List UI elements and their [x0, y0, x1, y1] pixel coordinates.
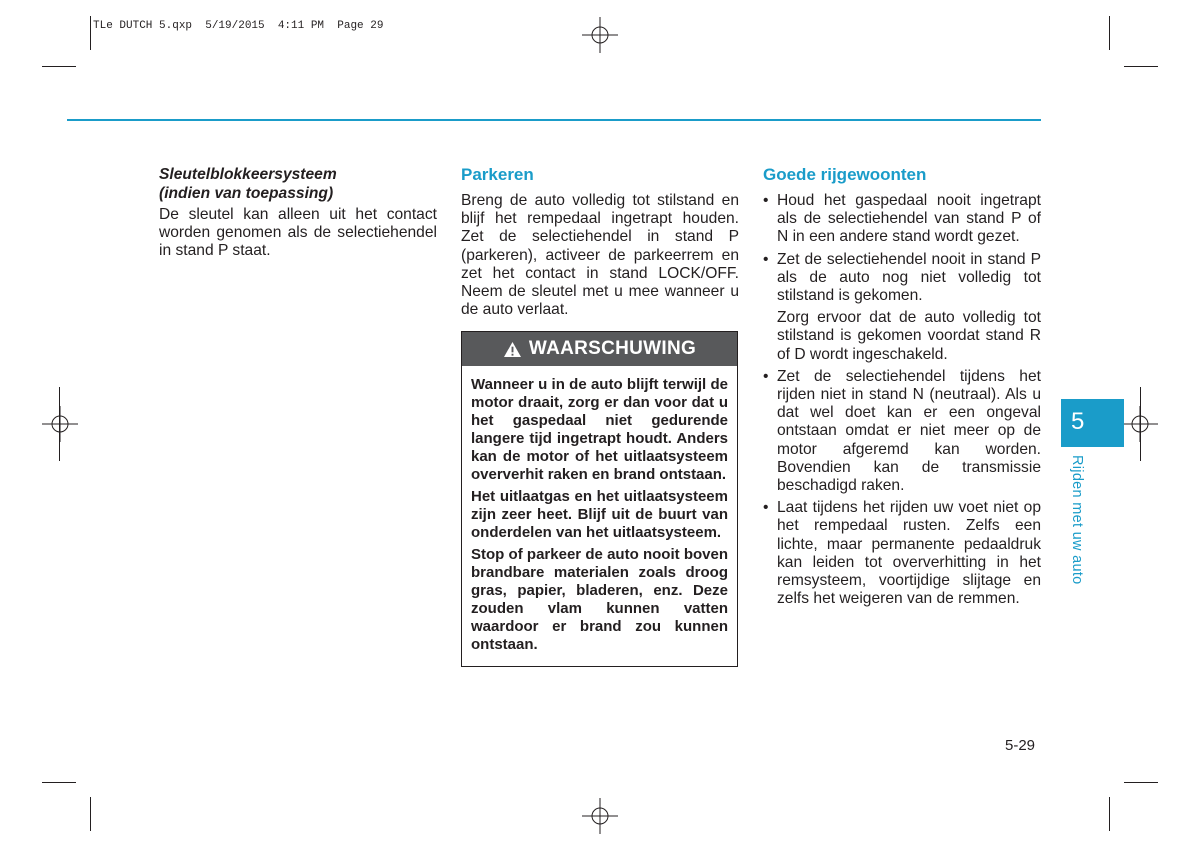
section-title-rijgewoonten: Goede rijgewoonten [763, 165, 927, 184]
registration-mark-icon [42, 406, 78, 442]
list-item [763, 192, 1041, 247]
list-item-text: Houd het gaspedaal nooit ingetrapt als de selectiehendel van stand P of N in een andere stand wordt gezet. [777, 192, 1041, 246]
crop-mark [1124, 66, 1158, 67]
chapter-label: Rijden met uw auto [1069, 455, 1085, 585]
subsection-title [159, 165, 437, 203]
registration-mark-icon [582, 17, 618, 53]
warning-paragraph: Het uitlaatgas en het uitlaatsysteem zijn zeer heet. Blijf uit de buurt van onderdelen van het uitlaatsysteem. [471, 488, 728, 542]
body-paragraph: De sleutel kan alleen uit het contact worden genomen als de selectiehendel in stand P staat. [159, 206, 437, 260]
column-left [159, 165, 437, 261]
warning-title: WAARSCHUWING [528, 338, 697, 360]
list-item-text: Laat tijdens het rijden uw voet niet op het rempedaal rusten. Zelfs een lichte, maar permanente pedaaldruk kan leiden tot oververhitting in het remsysteem, voortijdige slijtage en zelfs het weigeren van de remmen. [777, 499, 1041, 608]
list-item [763, 499, 1041, 608]
print-slug: TLe DUTCH 5.qxp 5/19/2015 4:11 PM Page 29 [93, 20, 384, 32]
crop-mark [1140, 387, 1141, 461]
page-number: 5-29 [1005, 737, 1036, 754]
list-item-note: Zorg ervoor dat de auto volledig tot stilstand is gekomen voordat stand R of D wordt ingeschakeld. [777, 309, 1041, 363]
crop-mark [59, 387, 60, 461]
list-item-text: Zet de selectiehendel nooit in stand P als de auto nog niet volledig tot stilstand is gekomen. [777, 250, 1041, 305]
crop-mark [1124, 782, 1158, 783]
chapter-number: 5 [1071, 408, 1085, 435]
column-middle [461, 165, 739, 667]
list-item-text: Zet de selectiehendel tijdens het rijden niet in stand N (neutraal). Als u dat wel doet kan er een ongeval ontstaan omdat er niet meer op de motor afgeremd kan worden. Bovendien kan de transmissie beschadigd raken. [777, 367, 1041, 495]
subsection-title-line2: (indien van toepassing) [159, 185, 334, 202]
warning-box [461, 331, 738, 667]
warning-triangle-icon [503, 341, 522, 358]
list-item [763, 251, 1041, 364]
warning-paragraph: Stop of parkeer de auto nooit boven brandbare materialen zoals droog gras, papier, bladeren, enz. Deze zouden vlam kunnen vatten waardoor er brand zou kunnen ontstaan. [471, 546, 728, 654]
crop-mark [42, 66, 76, 67]
crop-mark [1109, 797, 1110, 831]
subsection-title-line1: Sleutelblokkeersysteem [159, 166, 337, 183]
crop-mark [90, 797, 91, 831]
list-item [763, 368, 1041, 495]
warning-header [462, 332, 737, 366]
crop-mark [1109, 16, 1110, 50]
crop-mark [42, 782, 76, 783]
column-right [763, 165, 1041, 612]
bullet-list [763, 192, 1041, 608]
header-rule [67, 119, 1041, 121]
registration-mark-icon [582, 798, 618, 834]
warning-body [462, 366, 737, 666]
warning-paragraph: Wanneer u in de auto blijft terwijl de motor draait, zorg er dan voor dat u het gaspedaal niet gedurende langere tijd ingetrapt houdt. Anders kan de motor of het uitlaatsysteem oververhit raken en brand ontstaan. [471, 376, 728, 484]
crop-mark [90, 16, 91, 50]
section-title-parkeren: Parkeren [461, 165, 534, 184]
body-paragraph: Breng de auto volledig tot stilstand en blijf het rempedaal ingetrapt houden. Zet de selectiehendel in stand P (parkeren), activeer de parkeerrem en zet het contact in stand LOCK/OFF. Neem de sleutel met u mee wanneer u de auto verlaat. [461, 192, 739, 319]
